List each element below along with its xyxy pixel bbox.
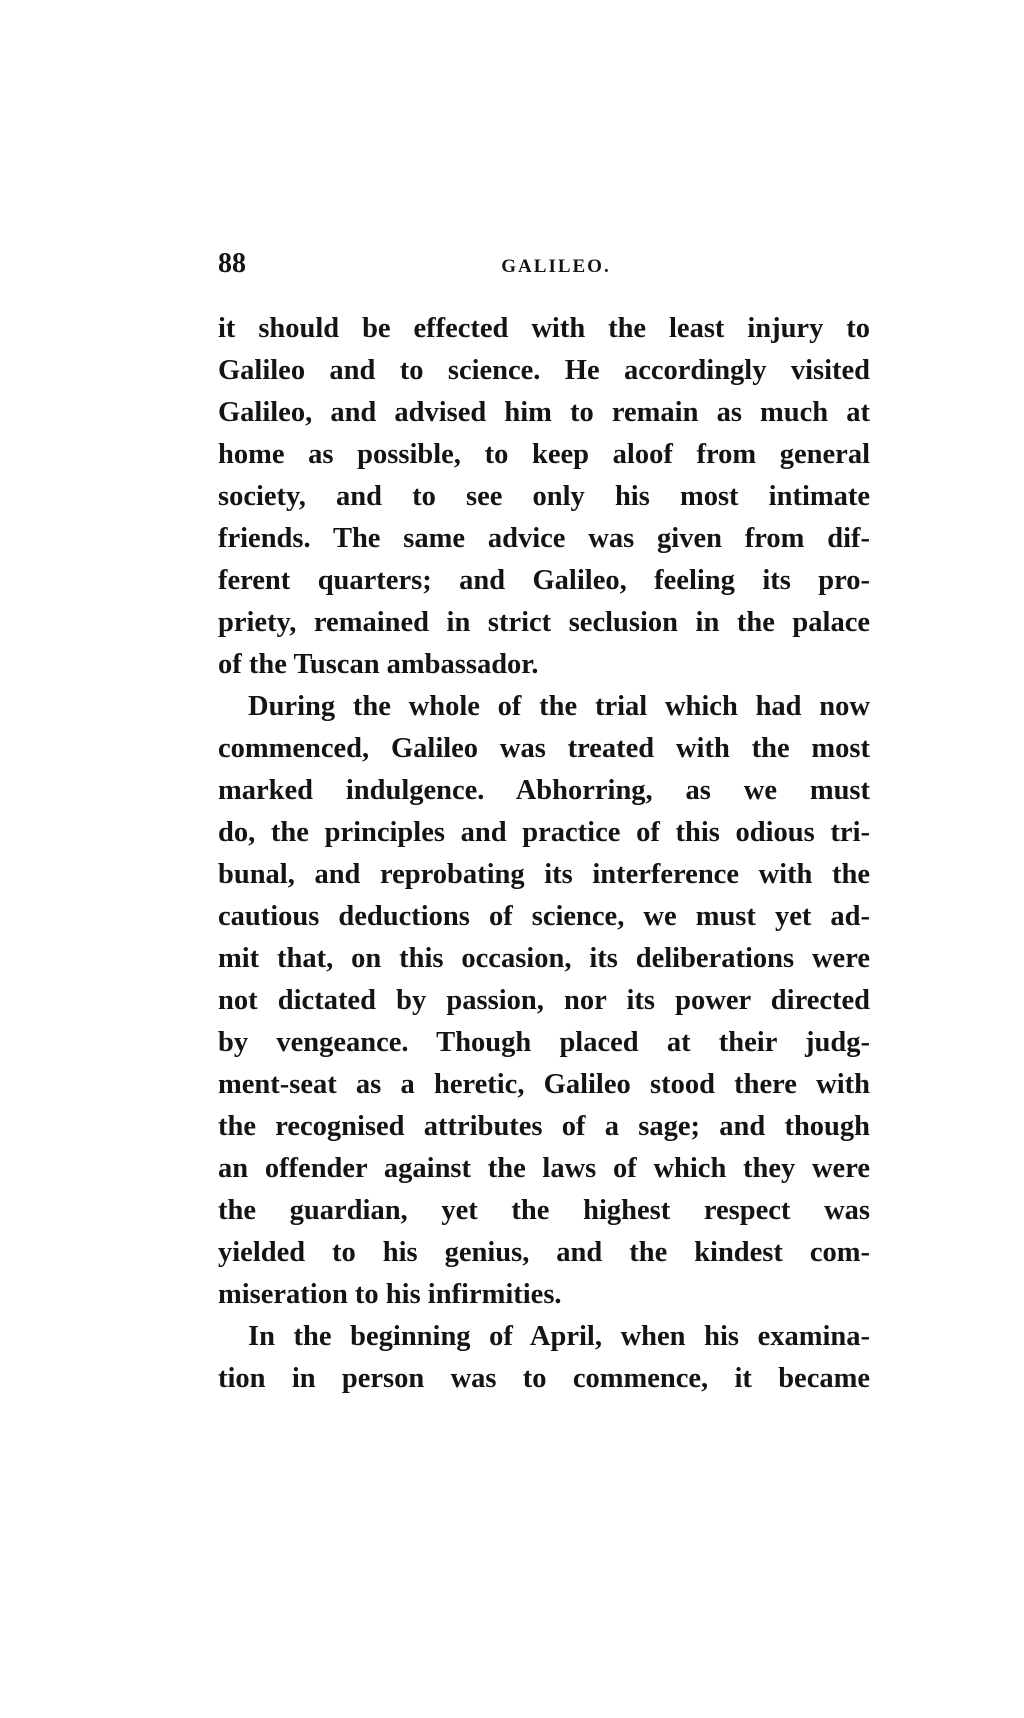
body-text — [218, 308, 870, 1400]
text-line: of the Tuscan ambassador. — [218, 649, 539, 680]
text-line: marked indulgence. Abhorring, as we must — [218, 775, 870, 806]
text-line: mit that, on this occasion, its deliberations were — [218, 943, 870, 974]
text-line: commenced, Galileo was treated with the most — [218, 733, 870, 764]
text-line: home as possible, to keep aloof from general — [218, 439, 870, 470]
text-line: do, the principles and practice of this odious tri- — [218, 817, 870, 848]
text-line: miseration to his infirmities. — [218, 1279, 562, 1310]
text-line: by vengeance. Though placed at their judg- — [218, 1027, 870, 1058]
text-line: the guardian, yet the highest respect was — [218, 1195, 870, 1226]
text-line: ferent quarters; and Galileo, feeling its pro- — [218, 565, 870, 596]
text-line: bunal, and reprobating its interference with the — [218, 859, 870, 890]
text-line: society, and to see only his most intimate — [218, 481, 870, 512]
text-line: friends. The same advice was given from dif- — [218, 523, 870, 554]
text-line: priety, remained in strict seclusion in the palace — [218, 607, 870, 638]
page-number: 88 — [218, 248, 246, 279]
paragraph — [218, 1316, 870, 1400]
text-line: it should be effected with the least injury to — [218, 313, 870, 344]
text-line: In the beginning of April, when his examina- — [248, 1321, 870, 1352]
page-header — [218, 248, 870, 288]
text-line: During the whole of the trial which had now — [248, 691, 870, 722]
running-title: GALILEO. — [501, 256, 611, 277]
paragraph — [218, 686, 870, 1316]
text-line: the recognised attributes of a sage; and though — [218, 1111, 870, 1142]
paragraph — [218, 308, 870, 686]
text-line: not dictated by passion, nor its power directed — [218, 985, 870, 1016]
text-line: Galileo, and advised him to remain as much at — [218, 397, 870, 428]
text-line: Galileo and to science. He accordingly visited — [218, 355, 870, 386]
text-line: cautious deductions of science, we must yet ad- — [218, 901, 870, 932]
text-line: tion in person was to commence, it became — [218, 1363, 870, 1394]
text-line: an offender against the laws of which they were — [218, 1153, 870, 1184]
text-line: ment-seat as a heretic, Galileo stood there with — [218, 1069, 870, 1100]
text-line: yielded to his genius, and the kindest com- — [218, 1237, 870, 1268]
